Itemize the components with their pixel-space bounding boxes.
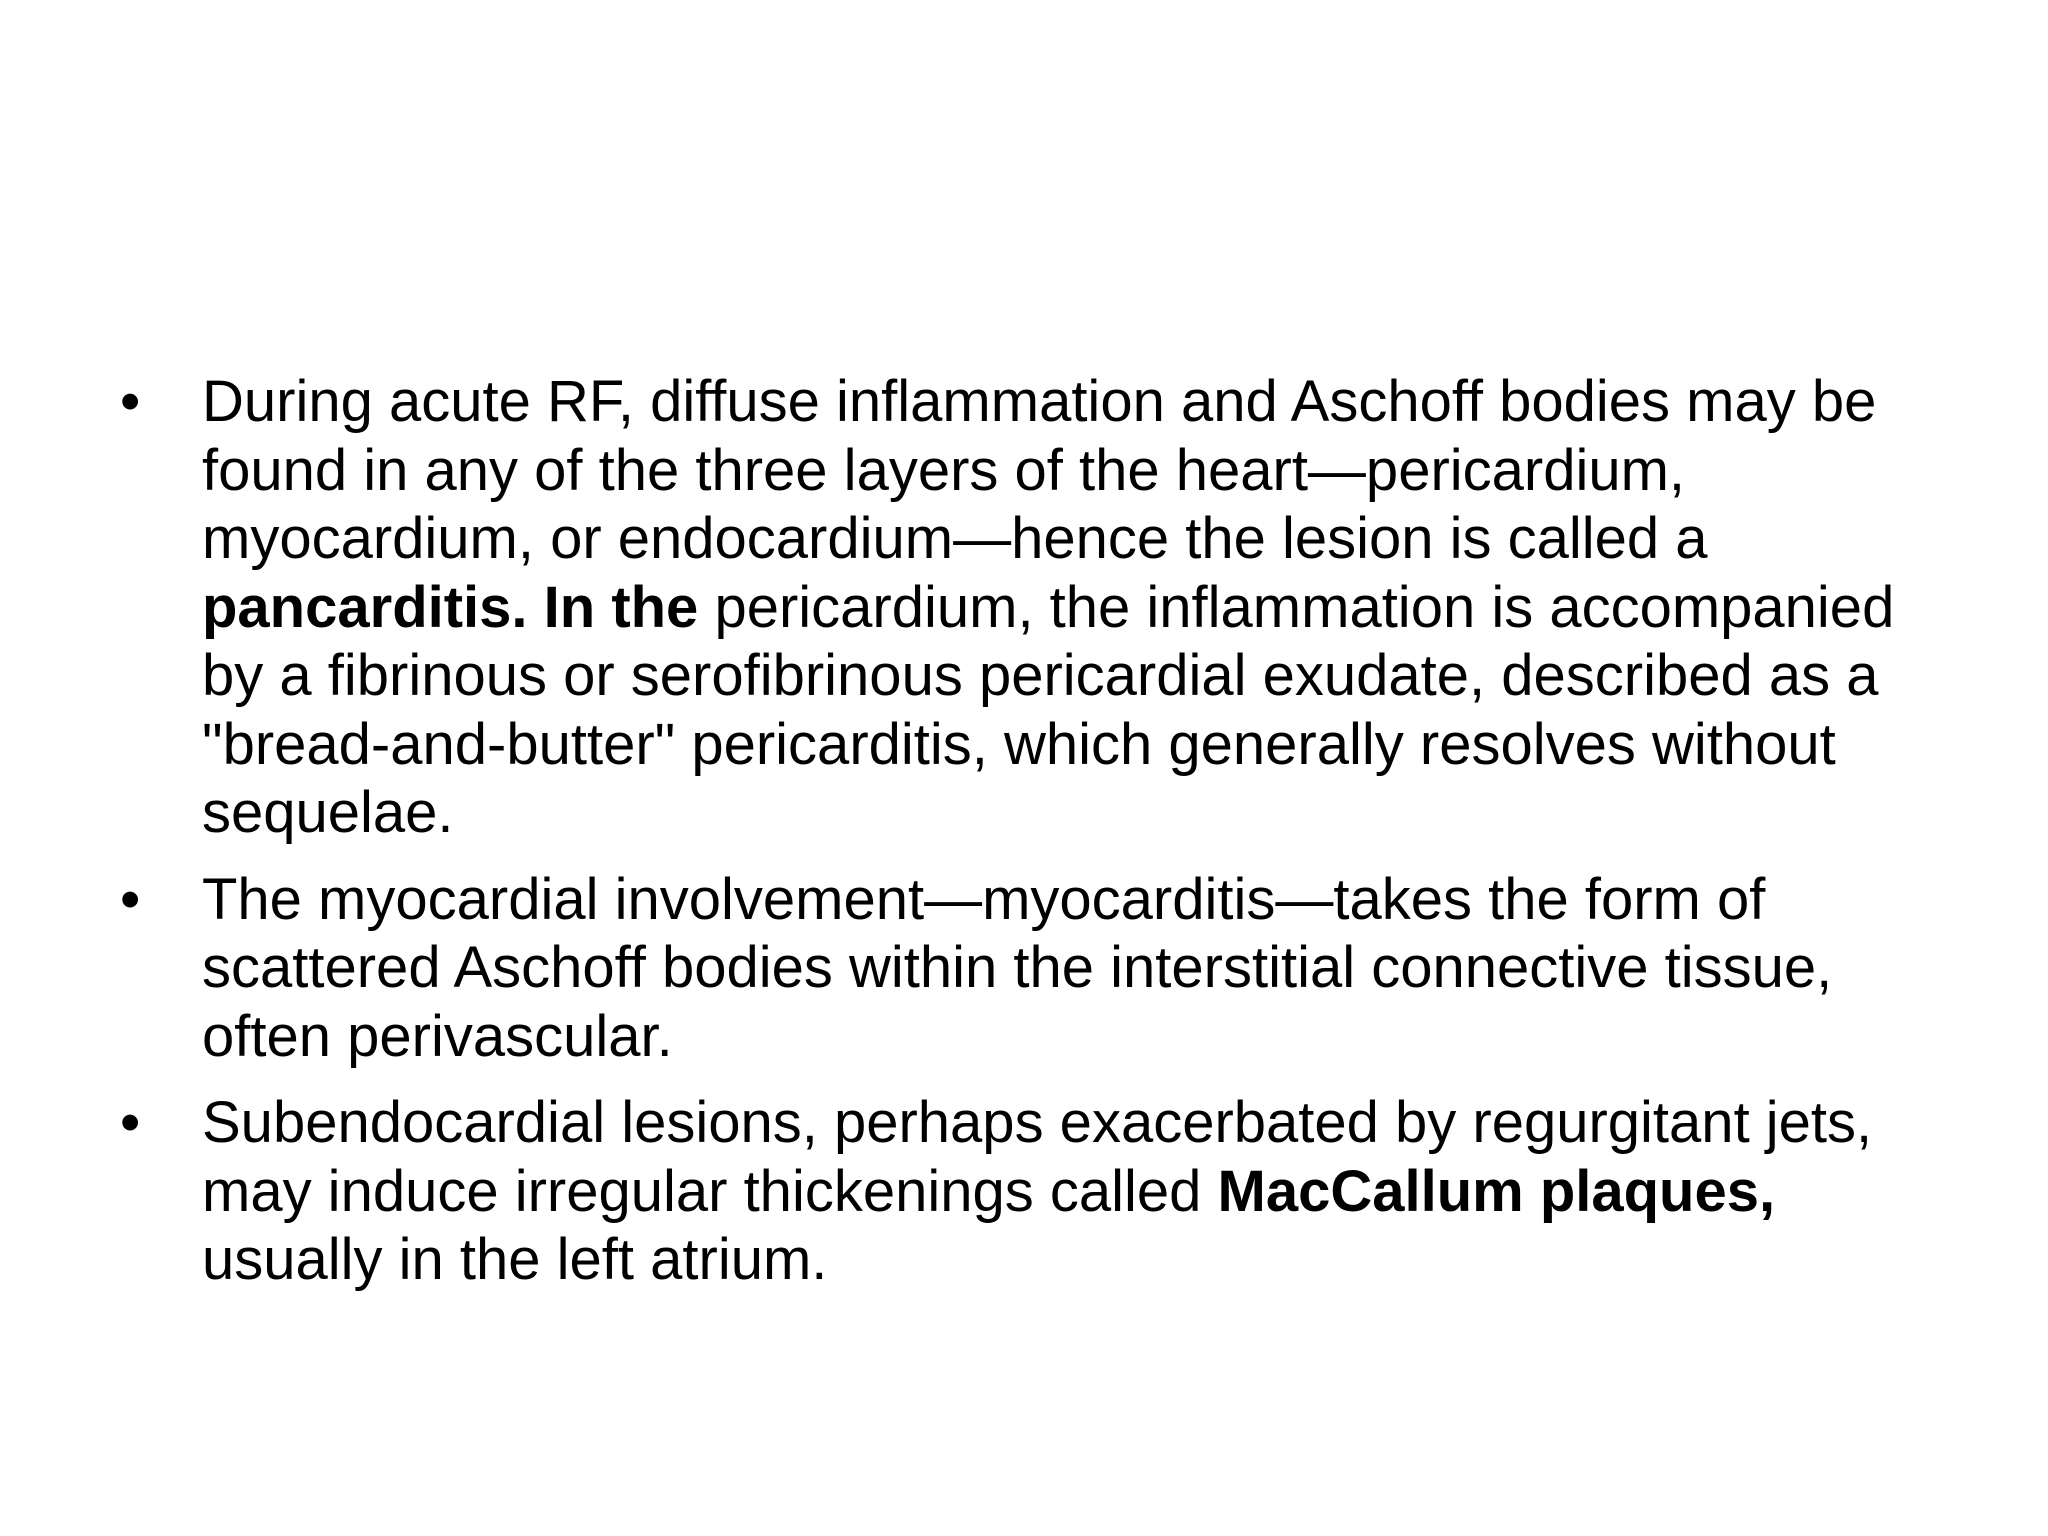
- bold-text-segment: pancarditis. In the: [202, 574, 699, 640]
- bullet-list: [120, 368, 1950, 1313]
- bullet-icon: •: [120, 369, 141, 434]
- bullet-text: [202, 369, 1894, 845]
- bullet-text: [202, 867, 1832, 1069]
- bullet-item-maccallum-plaques: [120, 1089, 1950, 1295]
- text-segment: usually in the left atrium.: [202, 1227, 828, 1292]
- text-segment: Subendocardial lesions, perhaps exacerbated by regurgitant jets, may induce irregular thickenings called: [202, 1090, 1873, 1224]
- text-segment: The myocardial involvement—myocarditis—takes the form of scattered Aschoff bodies within the interstitial connective tissue, often perivascular.: [202, 866, 1833, 1069]
- bullet-item-myocarditis: [120, 866, 1950, 1072]
- bold-text-segment: MacCallum plaques,: [1217, 1158, 1776, 1224]
- text-segment: pericardium, the inflammation is accompanied by a fibrinous or serofibrinous pericardial exudate, described as a "bread-and-butter" pericarditis, which generally resolves without sequelae.: [202, 574, 1895, 845]
- bullet-icon: •: [120, 1090, 141, 1155]
- bullet-icon: •: [120, 866, 141, 932]
- bullet-item-rf-pancarditis: [120, 368, 1950, 848]
- bullet-text: [202, 1090, 1872, 1292]
- text-segment: During acute RF, diffuse inflammation and Aschoff bodies may be found in any of the three layers of the heart—pericardium, myocardium, or endocardium—hence the lesion is called a: [202, 369, 1877, 571]
